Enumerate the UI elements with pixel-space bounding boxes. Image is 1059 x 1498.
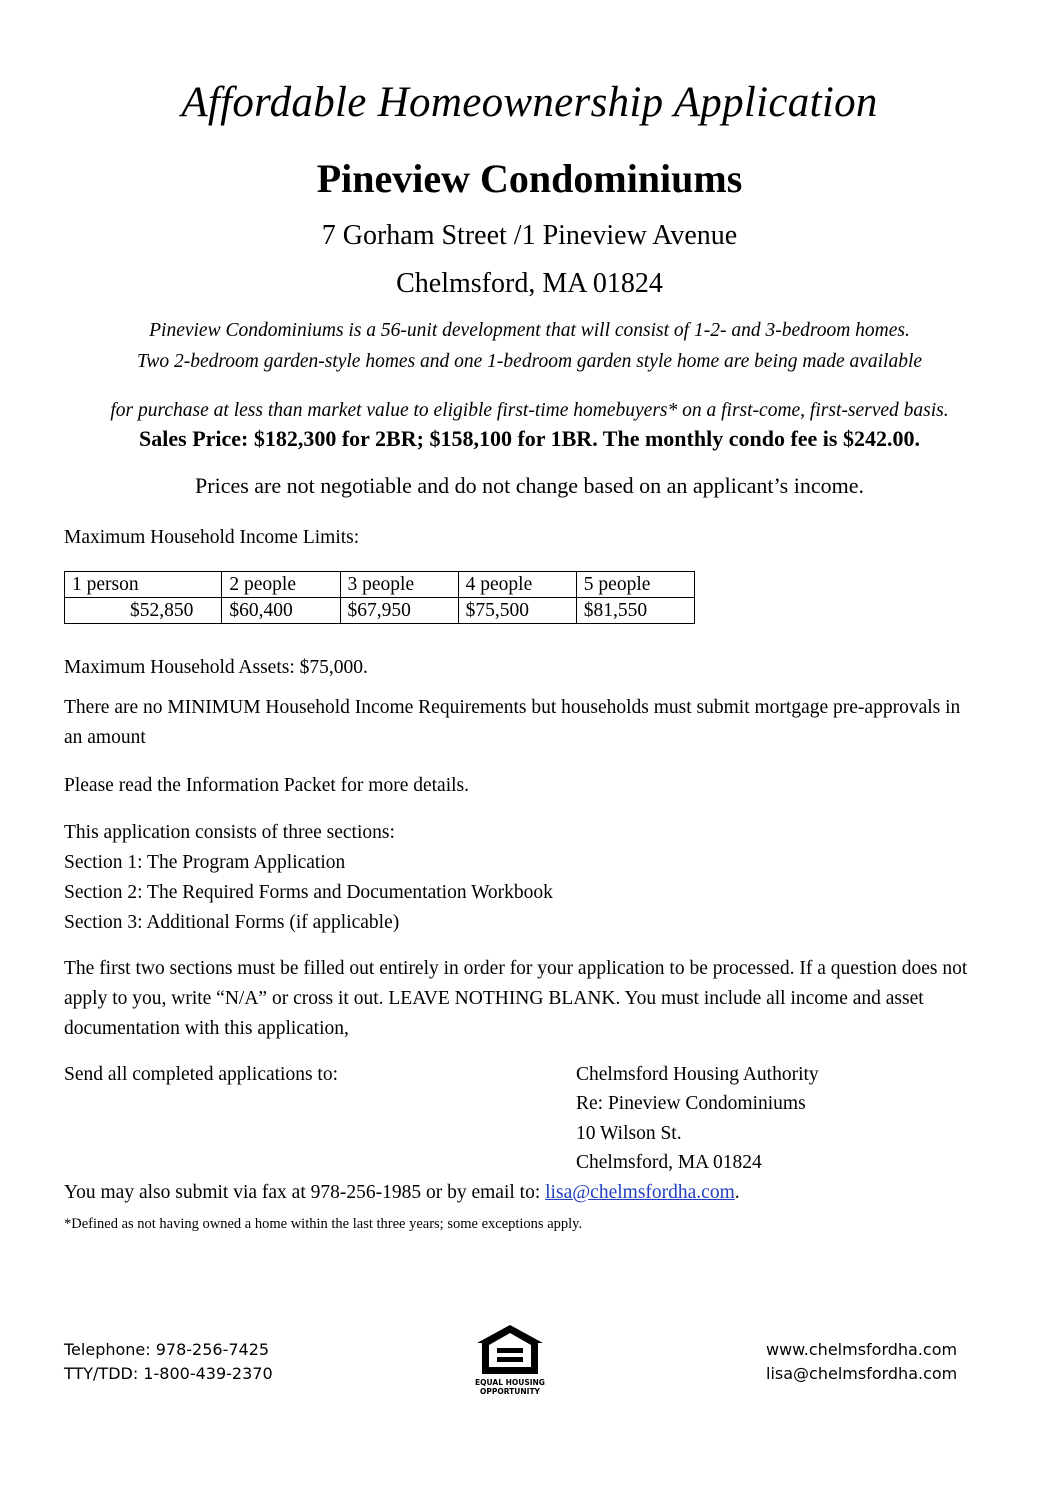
address-line: Chelmsford, MA 01824 xyxy=(576,1151,762,1173)
table-header-cell: 3 people xyxy=(340,572,458,598)
fax-email-line xyxy=(64,1178,740,1208)
table-cell: $60,400 xyxy=(222,598,340,624)
read-packet-note: Please read the Information Packet for more details. xyxy=(64,775,470,796)
send-label: Send all completed applications to: xyxy=(64,1064,339,1085)
table-cell: $67,950 xyxy=(340,598,458,624)
address-line-2: Chelmsford, MA 01824 xyxy=(396,268,663,299)
development-name: Pineview Condominiums xyxy=(316,156,743,201)
fax-end: . xyxy=(734,1182,740,1203)
website-link[interactable]: www.chelmsfordha.com xyxy=(766,1340,958,1359)
equal-housing-text: EQUAL HOUSING OPPORTUNITY xyxy=(475,1378,545,1396)
address-line: Re: Pineview Condominiums xyxy=(576,1093,806,1115)
assets-value: $75,000. xyxy=(299,657,368,678)
minimum-income-note: There are no MINIMUM Household Income Requirements but households must submit mortgage pre-approvals in an amount xyxy=(64,697,961,748)
list-item: Section 2: The Required Forms and Documentation Workbook xyxy=(64,882,553,903)
table-row xyxy=(65,598,695,624)
table-cell: $52,850 xyxy=(65,598,222,624)
income-limits-label: Maximum Household Income Limits: xyxy=(64,527,360,548)
list-item: Section 1: The Program Application xyxy=(64,852,346,873)
sections-list xyxy=(64,818,553,938)
address-line-1: 7 Gorham Street /1 Pineview Avenue xyxy=(321,220,738,251)
list-item: Section 3: Additional Forms (if applicable) xyxy=(64,912,400,933)
table-header-cell: 4 people xyxy=(458,572,576,598)
intro-line-3: for purchase at less than market value to eligible first-time homebuyers* on a first-come, first-served basis. xyxy=(110,400,949,421)
price-note: Prices are not negotiable and do not change based on an applicant’s income. xyxy=(195,473,864,498)
house-icon xyxy=(470,1322,550,1378)
fax-text: You may also submit via fax at 978-256-1985 or by email to: xyxy=(64,1182,546,1203)
sections-intro: This application consists of three sections: xyxy=(64,822,395,843)
document-title: Affordable Homeownership Application xyxy=(181,79,878,126)
instructions-paragraph: The first two sections must be filled out entirely in order for your application to be processed. If a question does not apply to you, write “N/A” or cross it out. LEAVE NOTHING BLANK. You must include all income and asset documentation with this application, xyxy=(64,958,968,1039)
mailing-address xyxy=(576,1060,819,1177)
intro-line-2: Two 2-bedroom garden-style homes and one 1-bedroom garden style home are being made available xyxy=(136,351,923,372)
intro-line-1: Pineview Condominiums is a 56-unit development that will consist of 1-2- and 3-bedroom homes. xyxy=(149,320,910,341)
income-limits-table xyxy=(64,571,695,624)
telephone: Telephone: 978-256-7425 xyxy=(64,1340,270,1359)
address-line: Chelmsford Housing Authority xyxy=(576,1064,819,1085)
assets-label: Maximum Household Assets: xyxy=(64,657,295,678)
footer-email[interactable]: lisa@chelmsfordha.com xyxy=(766,1364,958,1383)
table-header-cell: 2 people xyxy=(222,572,340,598)
assets-line xyxy=(64,653,368,683)
sales-price: Sales Price: $182,300 for 2BR; $158,100 for 1BR. The monthly condo fee is $242.00. xyxy=(139,426,920,451)
footer-web xyxy=(766,1338,957,1386)
table-cell: $81,550 xyxy=(576,598,694,624)
footnote: *Defined as not having owned a home within the last three years; some exceptions apply. xyxy=(64,1216,583,1232)
footer-contact xyxy=(64,1338,273,1386)
table-header-cell: 5 people xyxy=(576,572,694,598)
table-cell: $75,500 xyxy=(458,598,576,624)
tty: TTY/TDD: 1-800-439-2370 xyxy=(64,1364,273,1383)
table-header-row xyxy=(65,572,695,598)
email-link[interactable]: lisa@chelmsfordha.com xyxy=(545,1182,735,1203)
address-line: 10 Wilson St. xyxy=(576,1122,682,1144)
table-header-cell: 1 person xyxy=(65,572,222,598)
